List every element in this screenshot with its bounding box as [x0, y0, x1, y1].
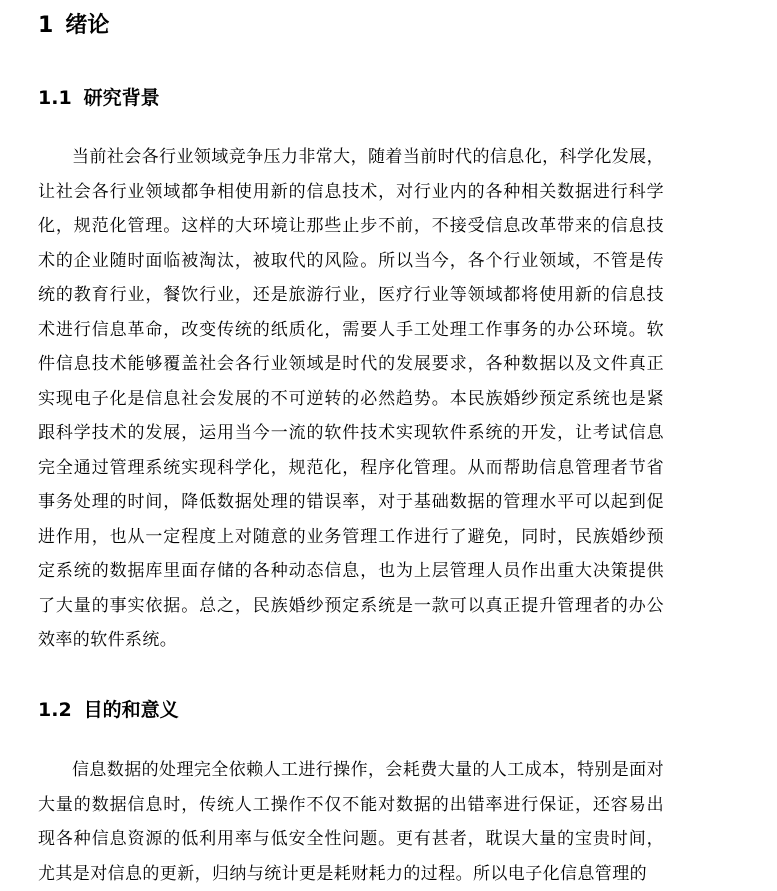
section-heading-background: [38, 84, 160, 112]
section-number: 1.1: [38, 87, 72, 109]
section-title: 目的和意义: [83, 699, 179, 721]
section-paragraph-purpose: 信息数据的处理完全依赖人工进行操作，会耗费大量的人工成本，特别是面对大量的数据信息时，传统人工操作不仅不能对数据的出错率进行保证，还容易出现各种信息资源的低利用率与低安全性问题。更有甚者，耽误大量的宝贵时间，尤其是对信息的更新，归纳与统计更是耗财耗力的过程。所以电子化信息管理的: [38, 760, 664, 884]
section-heading-purpose: [38, 696, 179, 724]
chapter-heading: [38, 10, 109, 42]
section-paragraph-background: 当前社会各行业领域竞争压力非常大，随着当前时代的信息化，科学化发展，让社会各行业领域都争相使用新的信息技术，对行业内的各种相关数据进行科学化，规范化管理。这样的大环境让那些止步不前，不接受信息改革带来的信息技术的企业随时面临被淘汰，被取代的风险。所以当今，各个行业领域，不管是传统的教育行业，餐饮行业，还是旅游行业，医疗行业等领域都将使用新的信息技术进行信息革命，改变传统的纸质化，需要人手工处理工作事务的办公环境。软件信息技术能够覆盖社会各行业领域是时代的发展要求，各种数据以及文件真正实现电子化是信息社会发展的不可逆转的必然趋势。本民族婚纱预定系统也是紧跟科学技术的发展，运用当今一流的软件技术实现软件系统的开发，让考试信息完全通过管理系统实现科学化，规范化，程序化管理。从而帮助信息管理者节省事务处理的时间，降低数据处理的错误率，对于基础数据的管理水平可以起到促进作用，也从一定程度上对随意的业务管理工作进行了避免，同时，民族婚纱预定系统的数据库里面存储的各种动态信息，也为上层管理人员作出重大决策提供了大量的事实依据。总之，民族婚纱预定系统是一款可以真正提升管理者的办公效率的软件系统。: [38, 147, 664, 650]
chapter-number: 1: [38, 13, 54, 38]
section-title: 研究背景: [83, 87, 160, 109]
chapter-title: 绪论: [65, 13, 110, 38]
section-number: 1.2: [38, 699, 72, 721]
